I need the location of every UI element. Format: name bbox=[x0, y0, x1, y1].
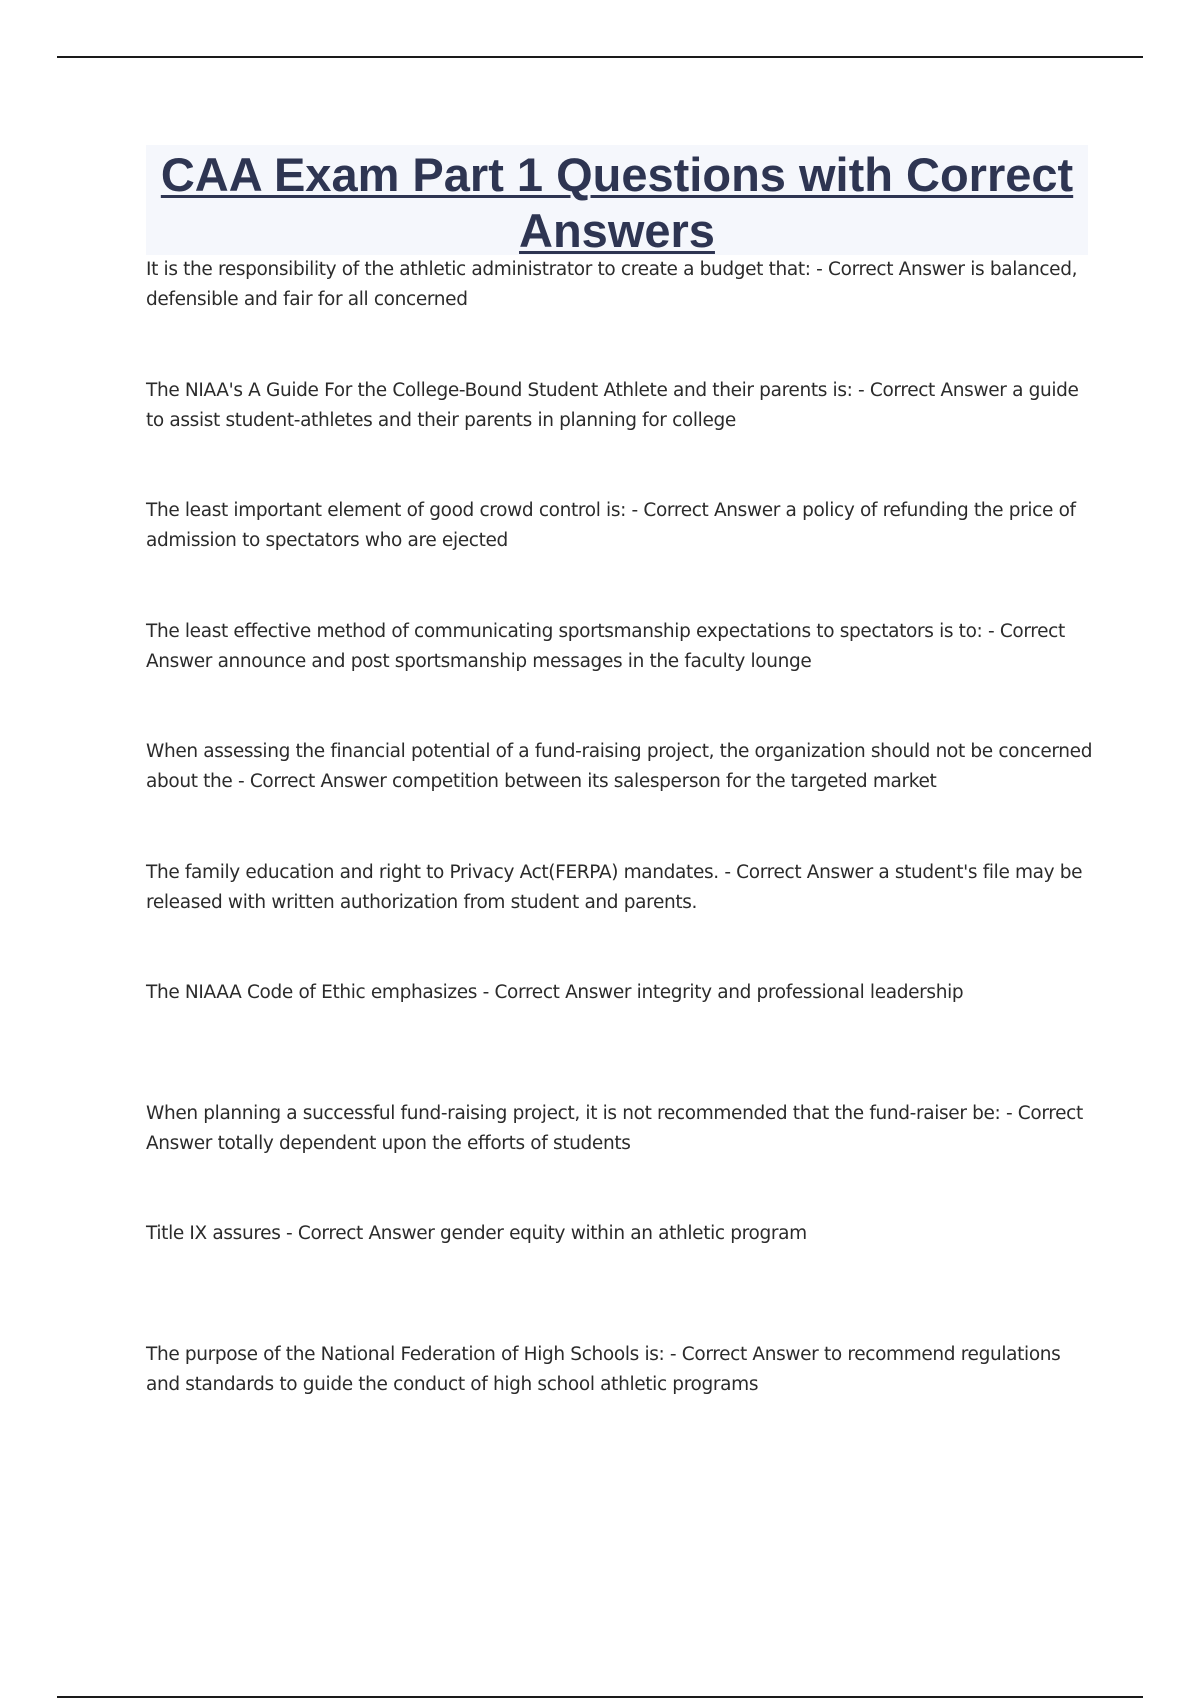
question-list bbox=[146, 255, 1096, 1460]
question-item bbox=[146, 737, 1096, 858]
question-item bbox=[146, 858, 1096, 979]
question-item bbox=[146, 376, 1096, 497]
question-text: The NIAA's A Guide For the College-Bound Student Athlete and their parents is: - Correct Answer a guide to assist student-athletes and their parents in planning for college bbox=[146, 379, 1079, 431]
bottom-divider bbox=[57, 1696, 1143, 1698]
question-item bbox=[146, 255, 1096, 376]
question-item bbox=[146, 1219, 1096, 1340]
title-block bbox=[146, 145, 1088, 255]
question-text: Title IX assures - Correct Answer gender equity within an athletic program bbox=[146, 1223, 807, 1244]
question-text: The purpose of the National Federation of High Schools is: - Correct Answer to recommend regulations and standards to guide the conduct of high school athletic programs bbox=[146, 1343, 1061, 1395]
question-item bbox=[146, 496, 1096, 617]
question-item bbox=[146, 1099, 1096, 1220]
question-item bbox=[146, 978, 1096, 1099]
question-text: The least important element of good crowd control is: - Correct Answer a policy of refunding the price of admission to spectators who are ejected bbox=[146, 500, 1076, 551]
question-text: When assessing the financial potential of a fund-raising project, the organization should not be concerned about the - Correct Answer competition between its salesperson for the targeted market bbox=[146, 741, 1093, 792]
question-text: When planning a successful fund-raising project, it is not recommended that the fund-raiser be: - Correct Answer totally dependent upon the efforts of students bbox=[146, 1102, 1083, 1154]
top-divider bbox=[57, 56, 1143, 58]
question-item bbox=[146, 1340, 1096, 1461]
question-item bbox=[146, 617, 1096, 738]
question-text: The least effective method of communicating sportsmanship expectations to spectators is to: - Correct Answer announce and post sportsmanship messages in the faculty lounge bbox=[146, 620, 1065, 672]
question-text: The NIAAA Code of Ethic emphasizes - Correct Answer integrity and professional leadership bbox=[146, 982, 964, 1003]
question-text: The family education and right to Privacy Act(FERPA) mandates. - Correct Answer a student's file may be released with written authorization from student and parents. bbox=[146, 861, 1083, 913]
document-title: CAA Exam Part 1 Questions with Correct Answers bbox=[160, 148, 1074, 257]
question-text: It is the responsibility of the athletic administrator to create a budget that: - Correct Answer is balanced, defensible and fair for all concerned bbox=[146, 259, 1078, 310]
